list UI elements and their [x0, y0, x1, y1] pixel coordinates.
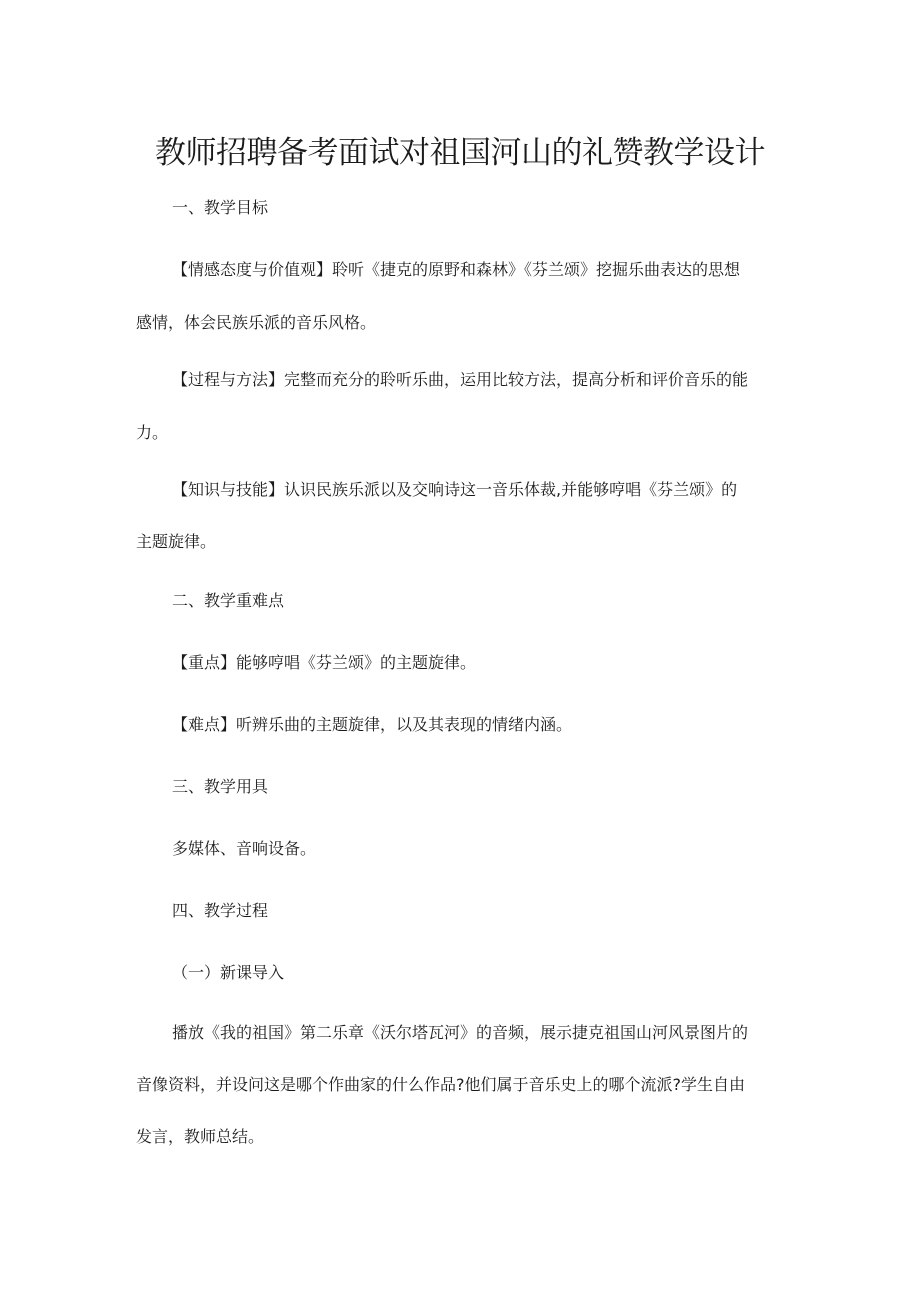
paragraph-emotion-line1: 【情感态度与价值观】聆听《捷克的原野和森林》《芬兰颂》挖掘乐曲表达的思想 — [172, 260, 741, 279]
paragraph-intro-line2: 音像资料，并设问这是哪个作曲家的什么作品?他们属于音乐史上的哪个流派?学生自由 — [136, 1075, 745, 1094]
section-heading-tools: 三、教学用具 — [172, 777, 269, 796]
paragraph-key-point: 【重点】能够哼唱《芬兰颂》的主题旋律。 — [172, 653, 477, 672]
paragraph-intro-line3: 发言，教师总结。 — [136, 1127, 265, 1146]
paragraph-tools: 多媒体、音响设备。 — [172, 839, 317, 858]
subsection-heading-intro: （一）新课导入 — [172, 963, 285, 982]
paragraph-knowledge-line1: 【知识与技能】认识民族乐派以及交响诗这一音乐体裁,并能够哼唱《芬兰颂》的 — [172, 480, 738, 499]
document-title: 教师招聘备考面试对祖国河山的礼赞教学设计 — [155, 135, 765, 171]
section-heading-objectives: 一、教学目标 — [172, 198, 269, 217]
paragraph-difficult-point: 【难点】听辨乐曲的主题旋律，以及其表现的情绪内涵。 — [172, 715, 573, 734]
paragraph-process-line2: 力。 — [136, 423, 169, 442]
section-heading-key-points: 二、教学重难点 — [172, 591, 285, 610]
paragraph-emotion-line2: 感情，体会民族乐派的音乐风格。 — [136, 313, 377, 332]
section-heading-process: 四、教学过程 — [172, 901, 269, 920]
paragraph-intro-line1: 播放《我的祖国》第二乐章《沃尔塔瓦河》的音频，展示捷克祖国山河风景图片的 — [172, 1023, 749, 1042]
paragraph-knowledge-line2: 主题旋律。 — [136, 532, 217, 551]
paragraph-process-line1: 【过程与方法】完整而充分的聆听乐曲，运用比较方法，提高分析和评价音乐的能 — [172, 370, 749, 389]
